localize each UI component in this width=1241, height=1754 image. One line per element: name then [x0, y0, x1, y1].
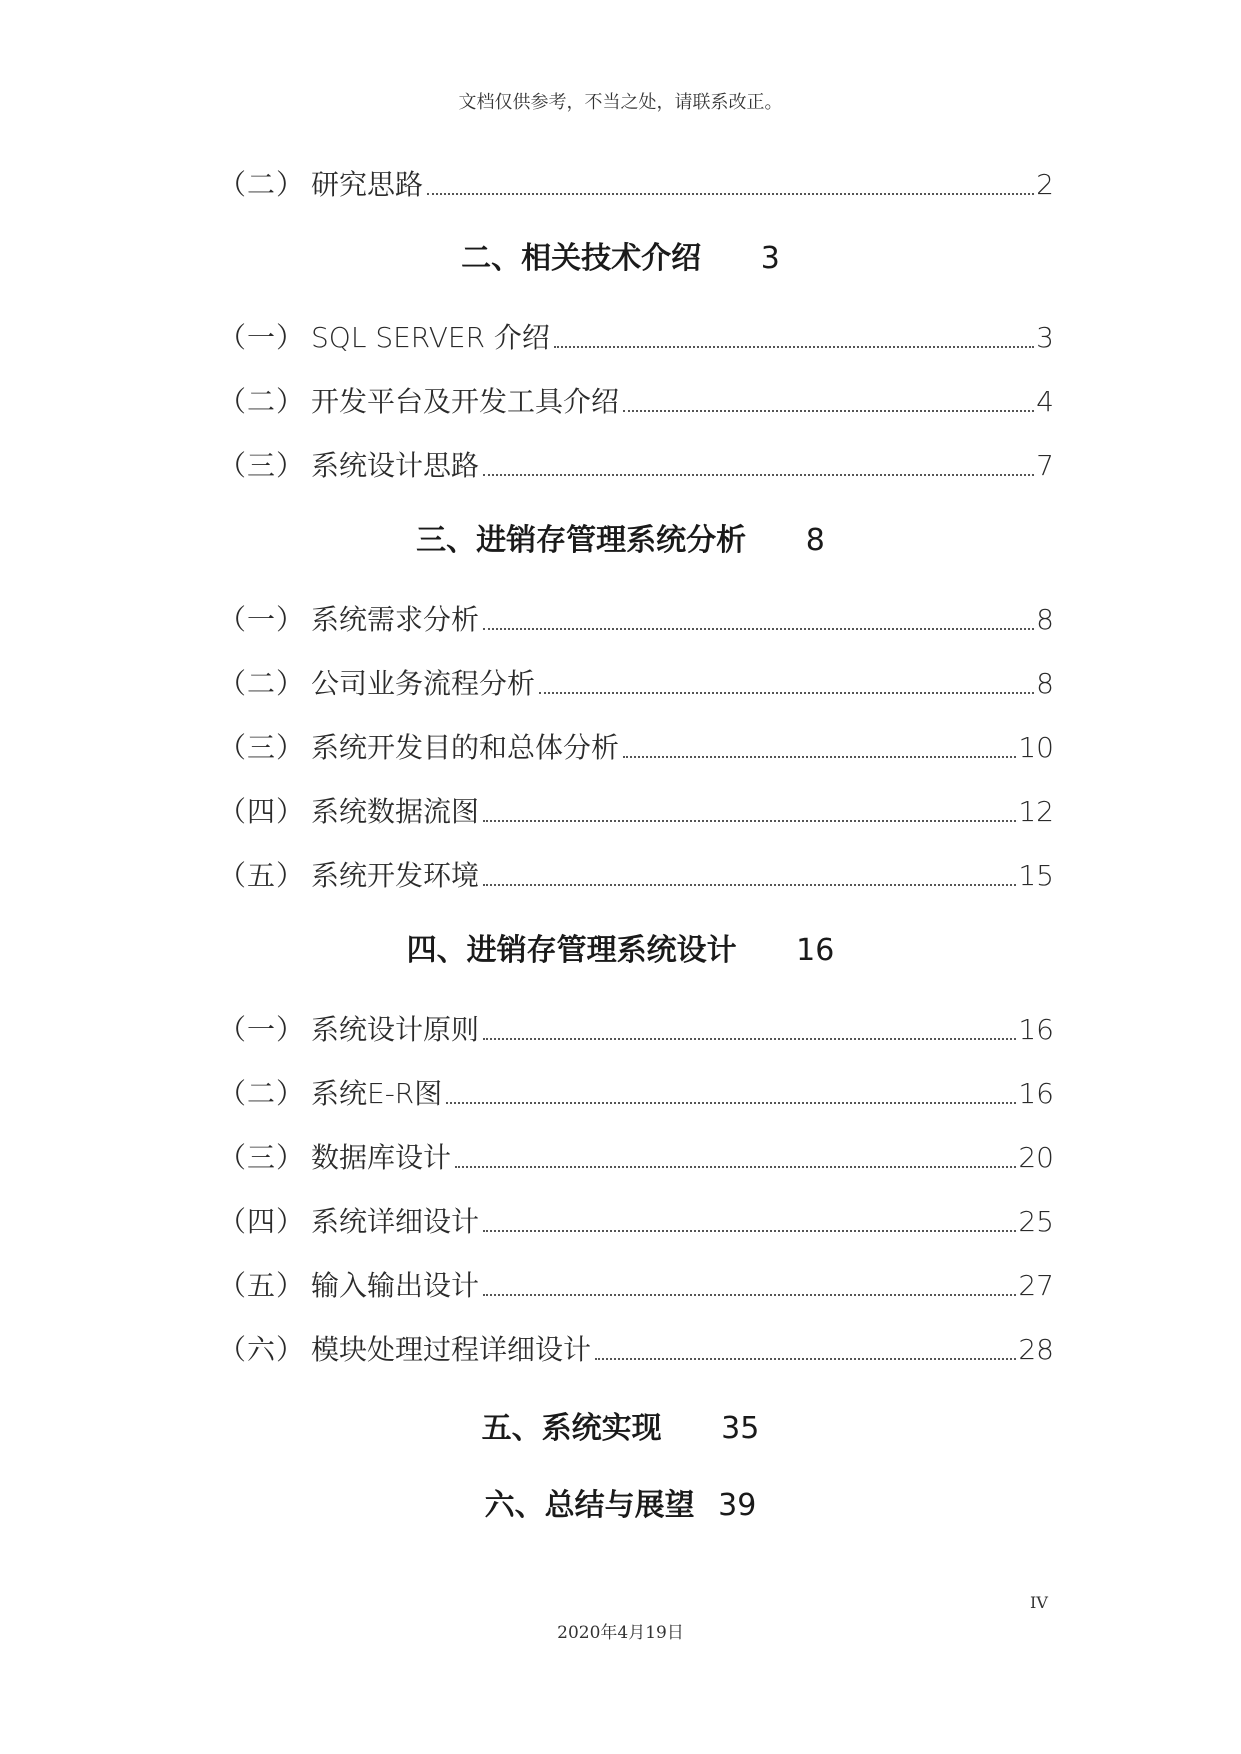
toc-entry-prefix: （五）: [218, 1269, 306, 1302]
page-footer-date: 2020年4月19日: [557, 1623, 684, 1643]
toc-entry-dev-platform[interactable]: [218, 382, 1054, 422]
toc-entry-page: 20: [1018, 1141, 1054, 1174]
toc-leader-dots: [623, 409, 1034, 412]
toc-entry-prefix: （一）: [218, 321, 306, 354]
toc-entry-page: 28: [1018, 1333, 1054, 1366]
toc-entry-page: 4: [1036, 385, 1054, 418]
toc-entry-prefix: （四）: [218, 1205, 306, 1238]
toc-chapter-system-design[interactable]: [0, 929, 1241, 973]
toc-leader-dots: [483, 473, 1034, 476]
toc-entry-system-design-approach[interactable]: [218, 446, 1054, 486]
toc-entry-title: 系统设计思路: [311, 449, 480, 482]
toc-leader-dots: [483, 1229, 1016, 1232]
chapter-title: 二、相关技术介绍: [461, 241, 702, 276]
toc-leader-dots: [623, 755, 1016, 758]
toc-entry-title: SQL SERVER 介绍: [311, 321, 550, 354]
toc-leader-dots: [446, 1101, 1016, 1104]
toc-entry-title: 系统开发目的和总体分析: [311, 731, 620, 764]
toc-entry-page: 10: [1018, 731, 1054, 764]
toc-entry-prefix: （三）: [218, 731, 306, 764]
toc-entry-design-principles[interactable]: [218, 1010, 1054, 1050]
toc-leader-dots: [483, 883, 1016, 886]
toc-entry-title: 公司业务流程分析: [311, 667, 536, 700]
toc-entry-prefix: （五）: [218, 859, 306, 892]
chapter-page: 3: [760, 241, 780, 276]
toc-entry-title: 系统数据流图: [311, 795, 480, 828]
toc-leader-dots: [483, 1293, 1016, 1296]
toc-entry-page: 2: [1036, 168, 1054, 201]
toc-entry-page: 8: [1036, 603, 1054, 636]
toc-entry-module-design[interactable]: [218, 1330, 1054, 1370]
toc-entry-page: 25: [1018, 1205, 1054, 1238]
toc-entry-prefix: （一）: [218, 603, 306, 636]
toc-entry-page: 15: [1018, 859, 1054, 892]
toc-entry-prefix: （三）: [218, 449, 306, 482]
chapter-title: 六、总结与展望: [484, 1488, 695, 1523]
toc-entry-detailed-design[interactable]: [218, 1202, 1054, 1242]
toc-entry-prefix: （二）: [218, 385, 306, 418]
toc-chapter-implementation[interactable]: [0, 1407, 1241, 1451]
toc-leader-dots: [595, 1357, 1016, 1360]
toc-chapter-system-analysis[interactable]: [0, 519, 1241, 563]
toc-entry-title: 系统开发环境: [311, 859, 480, 892]
toc-entry-page: 7: [1036, 449, 1054, 482]
toc-entry-prefix: （二）: [218, 168, 306, 201]
toc-entry-title: 数据库设计: [311, 1141, 452, 1174]
toc-entry-title: 输入输出设计: [311, 1269, 480, 1302]
toc-entry-database-design[interactable]: [218, 1138, 1054, 1178]
toc-entry-prefix: （二）: [218, 667, 306, 700]
toc-entry-page: 3: [1036, 321, 1054, 354]
toc-chapter-related-tech[interactable]: [0, 237, 1241, 281]
page-header: 文档仅供参考，不当之处，请联系改正。: [458, 92, 783, 113]
toc-leader-dots: [539, 691, 1034, 694]
toc-entry-data-flow[interactable]: [218, 792, 1054, 832]
toc-chapter-summary[interactable]: [0, 1484, 1241, 1528]
toc-entry-dev-purpose[interactable]: [218, 728, 1054, 768]
toc-entry-prefix: （六）: [218, 1333, 306, 1366]
chapter-page: 35: [721, 1411, 760, 1446]
toc-entry-title: 模块处理过程详细设计: [311, 1333, 592, 1366]
toc-entry-research-approach[interactable]: [218, 165, 1054, 205]
toc-entry-page: 12: [1018, 795, 1054, 828]
toc-entry-title: 系统需求分析: [311, 603, 480, 636]
toc-entry-business-process[interactable]: [218, 664, 1054, 704]
toc-entry-io-design[interactable]: [218, 1266, 1054, 1306]
toc-leader-dots: [483, 627, 1034, 630]
toc-entry-title: 研究思路: [311, 168, 424, 201]
toc-entry-page: 27: [1018, 1269, 1054, 1302]
toc-entry-page: 8: [1036, 667, 1054, 700]
chapter-page: 39: [718, 1488, 757, 1523]
chapter-title: 三、进销存管理系统分析: [416, 523, 747, 558]
chapter-title: 五、系统实现: [481, 1411, 662, 1446]
toc-entry-title: 系统详细设计: [311, 1205, 480, 1238]
toc-entry-prefix: （三）: [218, 1141, 306, 1174]
chapter-title: 四、进销存管理系统设计: [406, 933, 737, 968]
toc-entry-title: 开发平台及开发工具介绍: [311, 385, 620, 418]
toc-entry-prefix: （二）: [218, 1077, 306, 1110]
toc-entry-requirements-analysis[interactable]: [218, 600, 1054, 640]
toc-entry-page: 16: [1018, 1013, 1054, 1046]
toc-entry-prefix: （一）: [218, 1013, 306, 1046]
page-number: IV: [1030, 1593, 1048, 1612]
chapter-page: 8: [805, 523, 825, 558]
toc-entry-title: 系统E-R图: [311, 1077, 443, 1110]
toc-leader-dots: [483, 819, 1016, 822]
toc-leader-dots: [483, 1037, 1016, 1040]
toc-entry-page: 16: [1018, 1077, 1054, 1110]
toc-entry-title: 系统设计原则: [311, 1013, 480, 1046]
toc-leader-dots: [427, 192, 1034, 195]
toc-leader-dots: [554, 345, 1034, 348]
toc-leader-dots: [455, 1165, 1016, 1168]
toc-entry-dev-environment[interactable]: [218, 856, 1054, 896]
toc-entry-er-diagram[interactable]: [218, 1074, 1054, 1114]
toc-entry-prefix: （四）: [218, 795, 306, 828]
chapter-page: 16: [796, 933, 835, 968]
toc-entry-sql-server[interactable]: [218, 318, 1054, 358]
